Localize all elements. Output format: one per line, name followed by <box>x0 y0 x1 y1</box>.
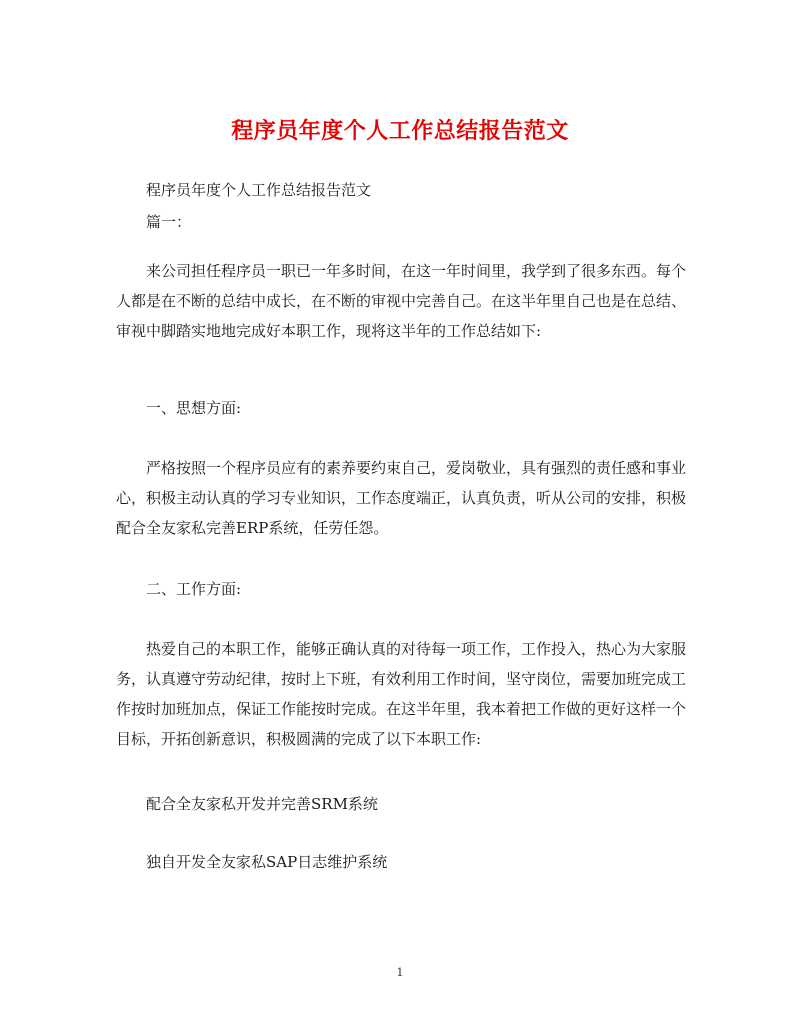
intro-paragraph: 来公司担任程序员一职已一年多时间，在这一年时间里，我学到了很多东西。每个人都是在不断的总结中成长，在不断的审视中完善自己。在这半年里自己也是在总结、审视中脚踏实地地完成好本职工作，现将这半年的工作总结如下: <box>116 262 687 340</box>
section-heading-work: 二、工作方面: <box>146 580 242 598</box>
thought-paragraph: 严格按照一个程序员应有的素养要约束自己，爱岗敬业，具有强烈的责任感和事业心，积极主动认真的学习专业知识，工作态度端正，认真负责，听从公司的安排，积极配合全友家私完善ERP系统，任劳任怨。 <box>116 459 687 537</box>
document-subtitle: 程序员年度个人工作总结报告范文 <box>146 181 372 199</box>
work-item-sap: 独自开发全友家私SAP日志维护系统 <box>146 853 388 871</box>
page-number: 1 <box>396 966 404 979</box>
part-label: 篇一： <box>146 213 192 231</box>
work-paragraph: 热爱自己的本职工作，能够正确认真的对待每一项工作，工作投入，热心为大家服务，认真遵守劳动纪律，按时上下班，有效利用工作时间，坚守岗位，需要加班完成工作按时加班加点，保证工作能按时完成。在这半年里，我本着把工作做的更好这样一个目标，开拓创新意识，积极圆满的完成了以下本职工作: <box>116 640 687 748</box>
section-heading-thought: 一、思想方面: <box>146 399 242 417</box>
work-item-srm: 配合全友家私开发并完善SRM系统 <box>146 795 378 813</box>
document-title: 程序员年度个人工作总结报告范文 <box>231 118 569 144</box>
